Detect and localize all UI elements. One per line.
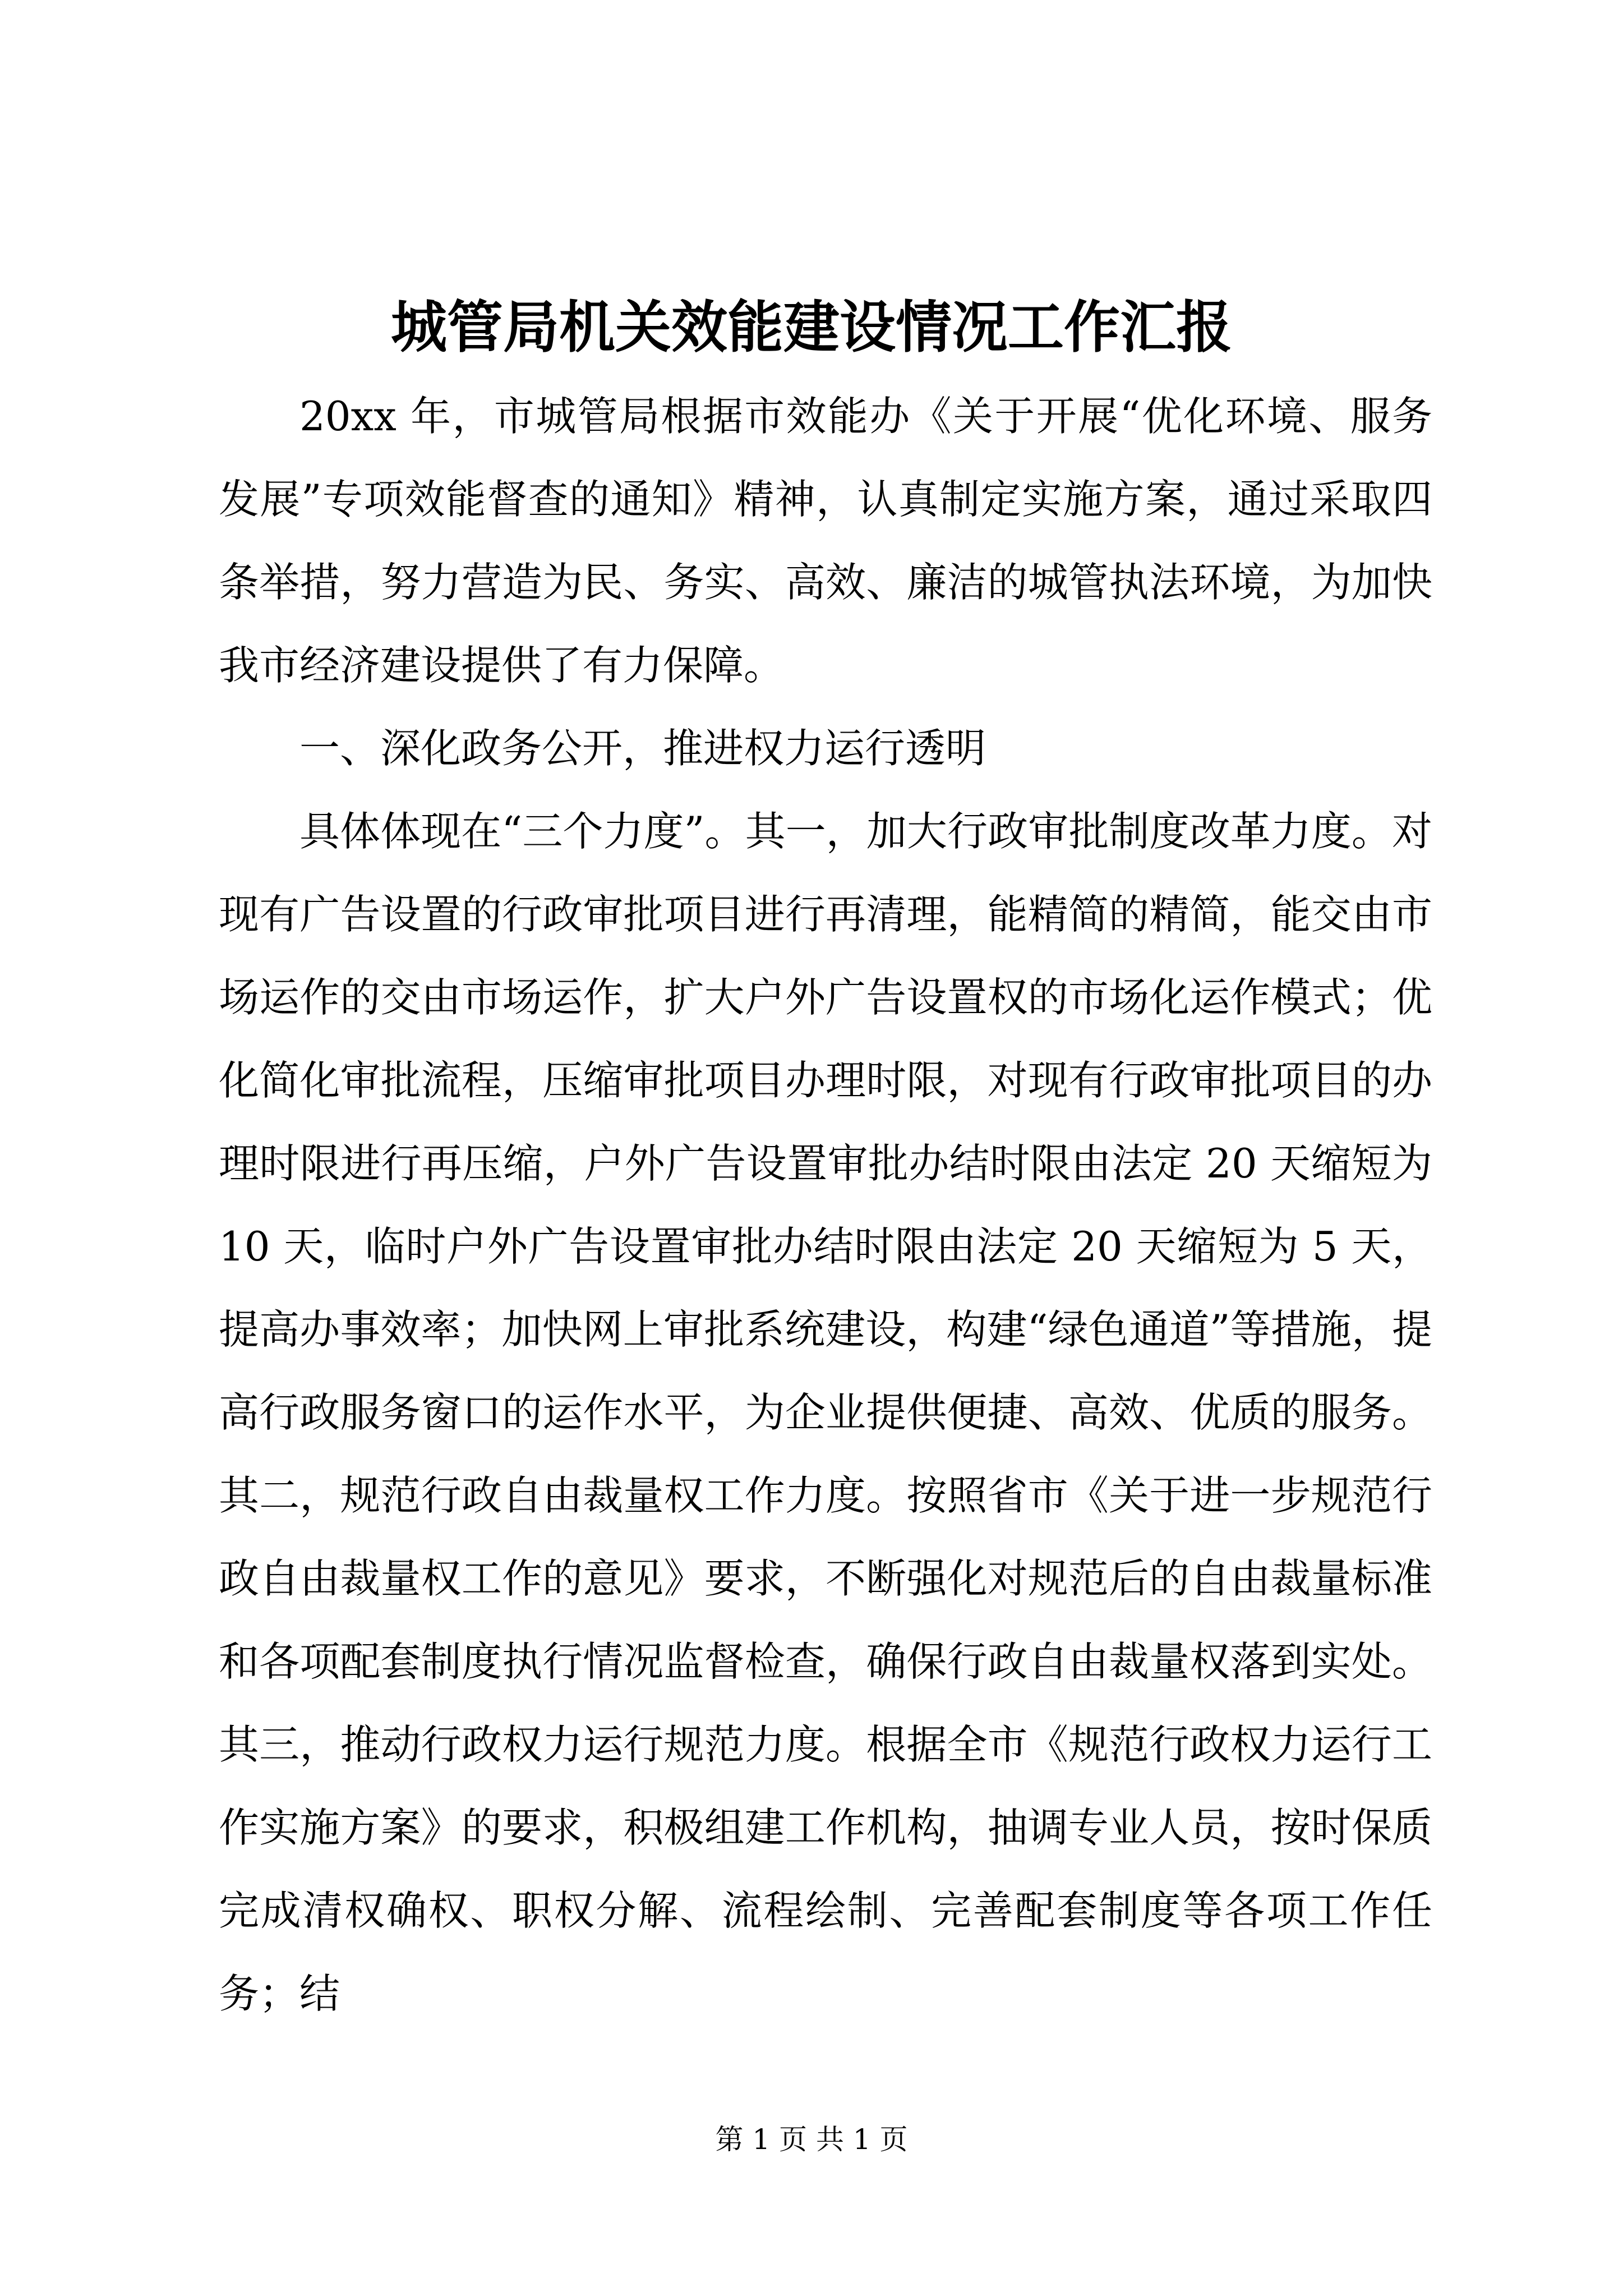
intro-paragraph: 20xx 年，市城管局根据市效能办《关于开展“优化环境、服务发展”专项效能督查的通知》精神，认真制定实施方案，通过采取四条举措，努力营造为民、务实、高效、廉洁的城管执法环境，为加快我市经济建设提供了有力保障。 <box>219 393 1432 689</box>
section-heading-1: 一、深化政务公开，推进权力运行透明 <box>299 725 986 772</box>
document-title: 城管局机关效能建设情况工作汇报 <box>391 294 1232 360</box>
page-footer: 第 1 页 共 1 页 <box>715 2123 908 2156</box>
section-1-paragraph: 具体体现在“三个力度”。其一，加大行政审批制度改革力度。对现有广告设置的行政审批项目进行再清理，能精简的精简，能交由市场运作的交由市场运作，扩大户外广告设置权的市场化运作模式；优化简化审批流程，压缩审批项目办理时限，对现有行政审批项目的办理时限进行再压缩，户外广告设置审批办结时限由法定 20 天缩短为 10 天，临时户外广告设置审批办结时限由法定 20 天缩短为 5 天，提高办事效率；加快网上审批系统建设，构建“绿色通道”等措施，提高行政服务窗口的运作水平，为企业提供便捷、高效、优质的服务。其二，规范行政自由裁量权工作力度。按照省市《关于进一步规范行政自由裁量权工作的意见》要求，不断强化对规范后的自由裁量标准和各项配套制度执行情况监督检查，确保行政自由裁量权落到实处。其三，推动行政权力运行规范力度。根据全市《规范行政权力运行工作实施方案》的要求，积极组建工作机构，抽调专业人员，按时保质完成清权确权、职权分解、流程绘制、完善配套制度等各项工作任务；结 <box>219 808 1432 2017</box>
document-body <box>219 375 1432 2035</box>
